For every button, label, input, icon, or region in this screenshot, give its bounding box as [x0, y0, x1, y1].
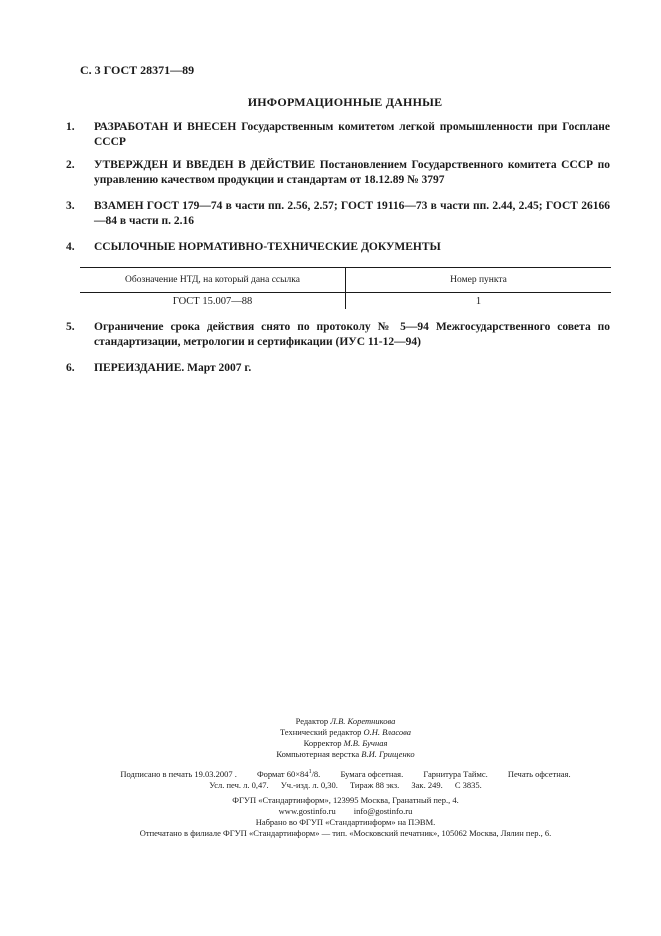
info-item-4: [66, 240, 610, 255]
email: info@gostinfo.ru: [353, 806, 413, 816]
print-sheets: Усл. печ. л. 0,47.: [209, 779, 269, 790]
page-header: С. 3 ГОСТ 28371—89: [80, 63, 195, 77]
website: www.gostinfo.ru: [278, 806, 336, 816]
info-item-1: [66, 120, 610, 150]
item-lead: ССЫЛОЧНЫЕ НОРМАТИВНО-ТЕХНИЧЕСКИЕ ДОКУМЕНТЫ: [94, 241, 441, 253]
reference-table: [80, 267, 611, 309]
info-item-2: [66, 158, 611, 188]
layout-label: Компьютерная верстка: [276, 749, 360, 759]
colophon-print: [80, 767, 611, 791]
contact-line: [80, 806, 611, 817]
table-cell-doc: ГОСТ 15.007—88: [172, 296, 253, 307]
item-text: Постановлением Государственного комитета СССР по управлению качеством продукции и стандартам от 18.12.89 № 3797: [94, 159, 611, 186]
editor-label: Редактор: [295, 716, 329, 726]
format-text: [257, 769, 320, 779]
item-lead: ВЗАМЕН ГОСТ 179—74: [94, 200, 223, 212]
tech-editor-line: [80, 727, 611, 738]
format-prefix: Формат 60×84: [256, 768, 309, 779]
printed-note: Отпечатано в филиале ФГУП «Стандартинформ» — тип. «Московский печатник», 105062 Москва, Лялин пер., 6.: [139, 828, 552, 838]
item-lead: УТВЕРЖДЕН И ВВЕДЕН В ДЕЙСТВИЕ: [94, 159, 316, 171]
publisher-address: ФГУП «Стандартинформ», 123995 Москва, Гранатный пер., 4.: [232, 795, 459, 805]
item-text: Ограничение срока действия снято по протоколу № 5—94 Межгосударственного совета по стандартизации, метрологии и сертификации (ИУС 11-12—94): [94, 321, 610, 348]
info-item-3: [66, 199, 610, 229]
format-suffix: /8.: [311, 768, 321, 779]
item-number: 4.: [66, 241, 75, 253]
print-specs-line: [80, 767, 611, 780]
print-run: Тираж 88 экз.: [349, 779, 400, 790]
item-text: в части пп. 2.56, 2.57; ГОСТ 19116—73 в части пп. 2.44, 2.45; ГОСТ 26166—84 в части п. 2.16: [94, 200, 610, 227]
paper-type: Бумага офсетная.: [340, 768, 404, 779]
item-number: 1.: [66, 121, 75, 133]
table-header-doc: Обозначение НТД, на который дана ссылка: [125, 275, 300, 285]
font-type: Гарнитура Таймс.: [423, 768, 488, 779]
table-cell-clause: 1: [475, 296, 482, 307]
layout-line: [80, 749, 611, 760]
print-type: Печать офсетная.: [507, 768, 571, 779]
editor-line: [80, 716, 611, 727]
info-item-6: [66, 361, 610, 376]
info-item-5: [66, 320, 610, 350]
item-number: 3.: [66, 200, 75, 212]
corrector-line: [80, 738, 611, 749]
catalog-code: С 3835.: [454, 779, 482, 790]
corrector-name: М.В. Бучная: [343, 738, 388, 748]
print-volume-line: [80, 780, 611, 791]
item-text: Март 2007 г.: [187, 362, 252, 374]
tech-editor-name: О.Н. Власова: [363, 727, 412, 737]
publisher-sheets: Уч.-изд. л. 0,30.: [280, 779, 338, 790]
typeset-note: Набрано во ФГУП «Стандартинформ» на ПЭВМ.: [255, 817, 436, 827]
item-number: 6.: [66, 362, 75, 374]
item-number: 2.: [66, 159, 75, 171]
item-number: 5.: [66, 321, 75, 333]
corrector-label: Корректор: [303, 738, 342, 748]
format-fraction: 1: [308, 769, 312, 775]
signed-date: Подписано в печать 19.03.2007 .: [120, 768, 237, 779]
colophon-staff: [80, 716, 611, 760]
layout-name: В.И. Грищенко: [361, 749, 415, 759]
item-text: Государственным комитетом легкой промышленности при Госплане СССР: [94, 121, 610, 148]
item-lead: ПЕРЕИЗДАНИЕ.: [94, 362, 185, 374]
order-number: Зак. 249.: [411, 779, 443, 790]
table-header-clause: Номер пункта: [450, 275, 507, 285]
colophon-publisher: [80, 795, 611, 839]
editor-name: Л.В. Коретникова: [330, 716, 396, 726]
section-title: ИНФОРМАЦИОННЫЕ ДАННЫЕ: [247, 95, 443, 109]
tech-editor-label: Технический редактор: [279, 727, 362, 737]
item-lead: РАЗРАБОТАН И ВНЕСЕН: [94, 121, 237, 133]
